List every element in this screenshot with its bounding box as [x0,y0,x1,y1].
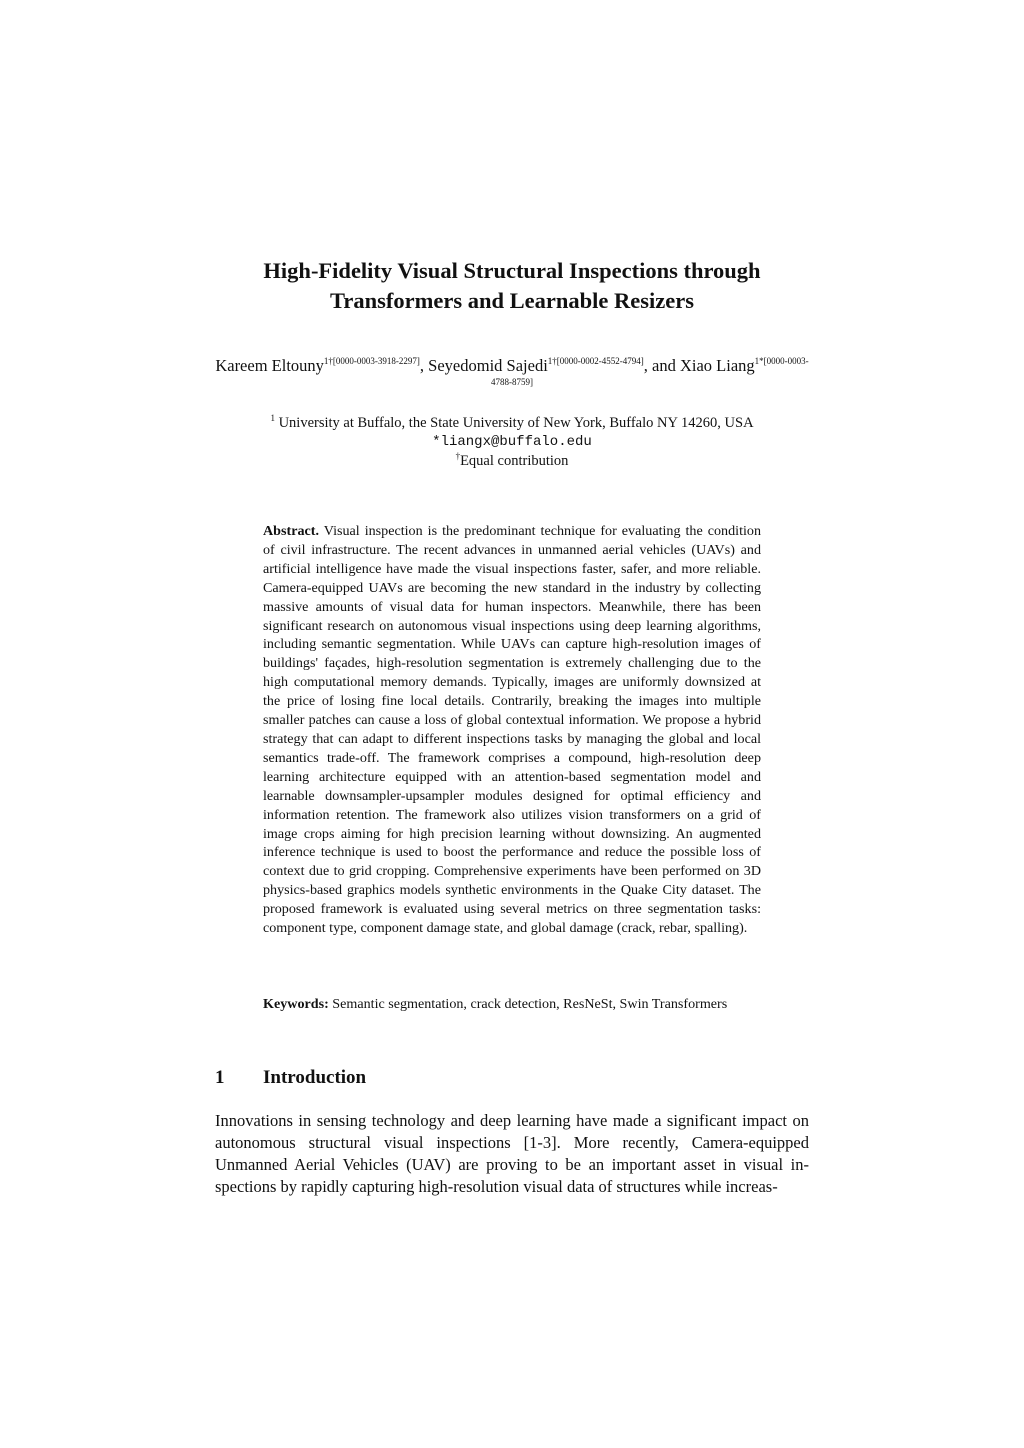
author-3-affiliation: 1*[0000-0003-4788-8759] [491,356,809,387]
equal-contribution-note [215,452,809,471]
author-separator-1: , [419,356,429,375]
section-number: 1 [215,1067,225,1088]
affiliation-block [215,414,809,471]
abstract-label: Abstract. [263,523,319,539]
paper-title [160,256,864,316]
keywords-text: Semantic segmentation, crack detection, ResNeSt, Swin Transformers [328,996,728,1012]
equal-contribution-text: Equal contribution [460,453,569,469]
section-heading-introduction [215,1065,809,1091]
keywords [263,995,733,1014]
abstract-text: Visual inspection is the predominant technique for evaluating the condition of civil infrastructure. The recent advances in unmanned aerial vehicles (UAVs) and artificial intelligence have made the visual inspections faster, safer, and more reliable. Camera-equipped UAVs are becoming the new standard in the industry by collecting massive amounts of visual data for human inspectors. Meanwhile, there has been significant research on autonomous visual inspections using deep learning algorithms, including semantic segmentation. While UAVs can capture high-resolution images of buildings' façades, high-resolution segmentation is extremely challenging due to the high computational memory demands. Typically, images are uniformly downsized at the price of losing fine local details. Contrarily, breaking the images into multiple smaller patches can cause a loss of global contextual information. We propose a hybrid strategy that can adapt to different inspections tasks by managing the global and local semantics trade-off. The framework comprises a compound, high-resolution deep learning architecture equipped with an attention-based segmentation model and learnable downsampler-upsampler modules designed for optimal efficiency and information retention. The framework also utilizes vision transformers on a grid of image crops aiming for high precision learning without downsizing. An augmented inference technique is used to boost the performance and reduce the possible loss of context due to grid cropping. Comprehensive experiments have been performed on 3D physics-based graphics models synthetic environments in the Quake City dataset. The proposed framework is evaluated using several metrics on three segmentation tasks: component type, component damage state, and global damage (crack, rebar, spalling). [263,523,761,937]
keywords-label: Keywords: [263,996,329,1012]
title-line-1: High-Fidelity Visual Structural Inspections through [263,258,761,283]
corresponding-email[interactable]: *liangx@buffalo.edu [432,434,592,450]
affiliation-marker: 1 [270,413,275,423]
author-1-name: Kareem Eltouny [215,356,324,375]
author-list [215,355,809,397]
affiliation-text: University at Buffalo, the State University of New York, Buffalo NY 14260, USA [274,415,754,431]
introduction-paragraph: Innovations in sensing technology and deep learning have made a significant impact on autonomous structural visual inspections [1-3]. More recently, Camera-equipped Unmanned Aerial Vehicles (UAV) are proving to be an important asset in visual inspections by rapidly capturing high-resolution visual data of structures while increas- [215,1111,809,1196]
abstract [263,522,761,938]
affiliation-line [215,414,809,433]
author-1-affiliation: 1†[0000-0003-3918-2297] [323,356,420,366]
author-3-name: , and Xiao Liang [643,356,755,375]
equal-contribution-marker: † [455,451,461,461]
section-title: Introduction [263,1067,367,1088]
author-2-name: Seyedomid Sajedi [428,356,548,375]
title-line-2: Transformers and Learnable Resizers [330,288,694,313]
author-2-affiliation: 1†[0000-0002-4552-4794] [547,356,644,366]
